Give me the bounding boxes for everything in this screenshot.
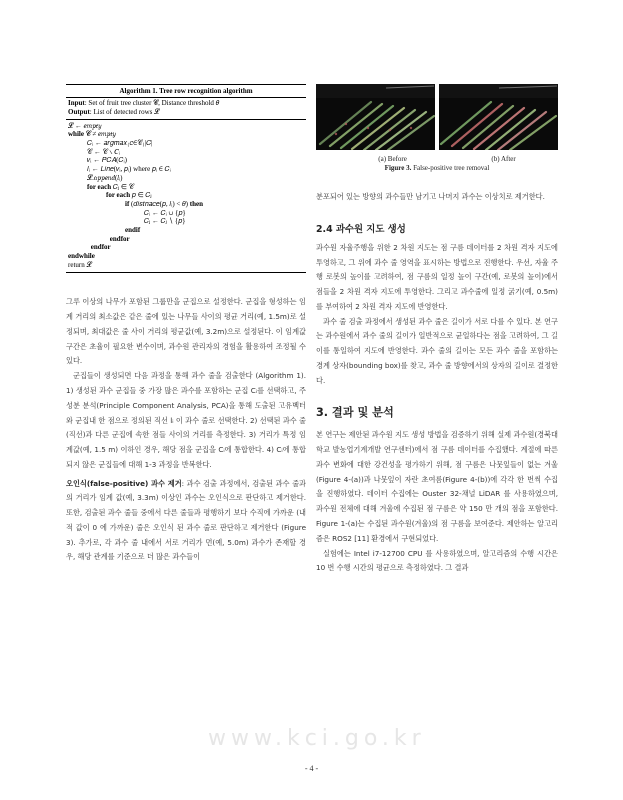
page-number: - 4 - bbox=[304, 764, 319, 773]
algorithm-token: where bbox=[133, 165, 151, 174]
algorithm-line bbox=[68, 235, 304, 244]
algorithm-token: if bbox=[125, 199, 130, 208]
algorithm-token: endif bbox=[125, 225, 141, 234]
algorithm-line bbox=[68, 183, 304, 192]
algorithm-token: (𝑑𝑖𝑠𝑡𝑛𝑎𝑐𝑒(𝑝, 𝑙ᵢ) < 𝜃) bbox=[129, 199, 190, 208]
algorithm-token: 𝒞 ← 𝒞 ∖ 𝐶ᵢ bbox=[87, 147, 120, 156]
figure-label-before: (a) Before bbox=[378, 155, 407, 163]
section-3-heading: 3. 결과 및 분석 bbox=[316, 406, 394, 420]
algorithm-line bbox=[68, 226, 304, 235]
algorithm-line bbox=[68, 191, 304, 200]
algorithm-line bbox=[68, 122, 304, 131]
false-positive-paragraph bbox=[66, 477, 306, 566]
algorithm-line bbox=[68, 217, 304, 226]
algorithm-token: 𝓛.𝑎𝑝𝑝𝑒𝑛𝑑(𝑙ᵢ) bbox=[87, 173, 123, 182]
algorithm-token: for each bbox=[87, 182, 112, 191]
algorithm-token: 𝓒 ≠ 𝑒𝑚𝑝𝑡𝑦 bbox=[83, 130, 116, 139]
left-column bbox=[66, 84, 306, 565]
left-paragraph-1: 그루 이상의 나무가 포함된 그룹만을 군집으로 설정한다. 군집을 형성하는 임계 거리의 최소값은 같은 줄에 있는 나무들 사이의 평균 거리(예, 1.5m)로 설정되며, 최대값은 줄 사이 거리의 평균값(예, 3.2m)으로 설정된다. 이 임계값 구간은 초율이 필요한 변수이며, 과수원 관리자의 경험을 활용하여 조정될 수 있다. bbox=[66, 297, 306, 366]
section-3-paragraph-2: 실험에는 Intel i7-12700 CPU 를 사용하였으며, 알고리즘의 수행 시간은 10 번 수행 시간의 평균으로 측정하였다. 그 결과 bbox=[316, 548, 558, 573]
right-top-paragraph: 분포되어 있는 방향의 과수들만 남기고 나머지 과수는 이상치로 제거한다. bbox=[316, 192, 545, 201]
section-2-4-paragraph-2: 과수 줄 검출 과정에서 생성된 과수 줄은 길이가 서로 다를 수 있다. 본 연구는 과수원에서 과수 줄의 길이가 일반적으로 균일하다는 점을 고려하여, 그 길이를 통일하여 지도에 반영한다. 과수 줄의 길이는 모든 과수 줄을 포함하는 경계 상자(bounding box)를 찾고, 과수 줄 방향에서의 상자의 길이로 결정한다. bbox=[316, 316, 558, 385]
algorithm-line bbox=[68, 139, 304, 148]
input-text: : Set of fruit tree cluster 𝓒, Distance threshold 𝜃 bbox=[84, 99, 220, 108]
algorithm-token: 𝑝ᵢ ∈ 𝐶ᵢ bbox=[150, 165, 171, 174]
input-label: Input bbox=[68, 99, 85, 108]
algorithm-token: 𝐶ᵢ ← 𝑎𝑟𝑔𝑚𝑎𝑥₍𝑐∈𝒞₎|𝐶| bbox=[87, 139, 153, 148]
false-positive-lead: 오인식(false-positive) 과수 제거 bbox=[66, 478, 182, 488]
figure-after-image bbox=[439, 84, 558, 150]
algorithm-line bbox=[68, 174, 304, 183]
figure-caption-text: False-positive tree removal bbox=[411, 164, 490, 172]
figure-3 bbox=[316, 84, 558, 150]
algorithm-line bbox=[68, 165, 304, 174]
algorithm-line bbox=[68, 148, 304, 157]
algorithm-line bbox=[68, 243, 304, 252]
algorithm-token: for each bbox=[106, 191, 131, 200]
section-2-4-paragraph-1: 과수원 자율주행을 위한 2 차원 지도는 점 구름 데이터를 2 차원 격자 지도에 투영하고, 그 위에 과수 줄 영역을 표시하는 방법으로 진행한다. 우선, 자율 주행 로봇의 높이를 고려하여, 점 구름의 일정 높이 구간(예, 로봇의 높이)에서 점들을 2 차원 격자 지도에 투영한다. 그리고 과수줄에 일정 굵기(예, 0.5m)를 부여하여 2 차원 격자 지도에 반영한다. bbox=[316, 242, 558, 311]
section-2-4-heading: 2.4 과수원 지도 생성 bbox=[316, 223, 406, 235]
figure-caption bbox=[316, 164, 558, 172]
algorithm-token: 𝐶ⱼ ← 𝐶ⱼ ∖ {𝑝} bbox=[144, 217, 186, 226]
algorithm-line bbox=[68, 200, 304, 209]
algorithm-token: 𝑝 ∈ 𝐶ⱼ bbox=[130, 191, 152, 200]
algorithm-token: 𝓛 ← 𝑒𝑚𝑝𝑡𝑦 bbox=[68, 121, 102, 130]
figure-caption-number: Figure 3. bbox=[384, 164, 412, 172]
algorithm-token: return 𝓛 bbox=[68, 260, 92, 269]
algorithm-line bbox=[68, 261, 304, 270]
algorithm-body bbox=[66, 120, 306, 273]
algorithm-line bbox=[68, 209, 304, 218]
section-3-paragraph-1: 본 연구는 제안된 과수원 지도 생성 방법을 검증하기 위해 실제 과수원(경북대학교 발농업기계개발 연구센터)에서 점 구름 데이터를 수집했다. 계절에 따른 과수 변화에 대한 강건성을 평가하기 위해, 점 구름은 나뭇잎들이 없는 겨울(Figure 4-(a))과 나뭇잎이 자란 초여름(Figure 4-(b))에 각각 한 번씩 수집을 진행하였다. 데이터 수집에는 Ouster 32-채널 LiDAR 를 사용하였으며, 과수원 전체에 대해 겨울에 수집된 점 구름은 약 150 만 개의 점을 포함한다. Figure 1-(a)는 수집된 과수원(겨울)의 점 구름을 보여준다. 제안하는 알고리즘은 ROS2 [11] 환경에서 구현되었다. bbox=[316, 430, 558, 543]
algorithm-token: 𝐶ⱼ ∈ 𝒞 bbox=[111, 182, 134, 191]
algorithm-token: then bbox=[189, 199, 203, 208]
watermark: www.kci.go.kr bbox=[208, 726, 426, 751]
algorithm-token: endfor bbox=[109, 234, 130, 243]
algorithm-token: endfor bbox=[90, 243, 111, 252]
output-text: : List of detected rows 𝓛 bbox=[89, 108, 160, 117]
figure-before-image bbox=[316, 84, 435, 150]
false-positive-text: : 과수 검출 과정에서, 검출된 과수 줄과의 거리가 임계 값(예, 3.3m) 이상인 과수는 오인식으로 판단하고 제거한다. 또한, 검출된 과수 줄들 중에서 다른 줄들과 평행하기 보다 수직에 가까운 (내적 값이 0 에 가까운) 줄은 오인식 된 과수 줄로 판단하고 제거한다 (Figure 3). 추가로, 각 과수 줄 내에서 서로 거리가 먼(예, 5.0m) 과수가 존재할 경우, 해당 관계를 기준으로 더 많은 과수들이 bbox=[66, 478, 306, 562]
left-paragraph-2: 군집들이 생성되면 다음 과정을 통해 과수 줄을 검출한다 (Algorithm 1). 1) 생성된 과수 군집들 중 가장 많은 과수를 포함하는 군집 Cᵢ를 선택하고, 주성분 분석(Principle Component Analysis, PCA)을 통해 도출된 고유벡터와 군집내 한 점으로 정의된 직선 lᵢ 이 과수 줄로 선택한다. 2) 선택된 과수 줄(직선)과 다른 군집에 속한 점들 사이의 거리를 측정한다. 3) 거리가 특정 임계값(예, 1.5 m) 이하인 경우, 해당 점을 군집을 Cᵢ에 통합한다. 4) Cᵢ에 통합되지 않은 군집들에 대해 1-3 과정을 반복한다. bbox=[66, 371, 306, 469]
output-label: Output bbox=[68, 108, 90, 117]
algorithm-token: 𝑣ᵢ ← 𝑃𝐶𝐴(𝐶ᵢ) bbox=[87, 156, 127, 165]
algorithm-token: 𝐶ᵢ ← 𝐶ᵢ ∪ {𝑝} bbox=[144, 208, 186, 217]
algorithm-line bbox=[68, 130, 304, 139]
algorithm-token: while bbox=[68, 130, 84, 139]
algorithm-token: endwhile bbox=[68, 252, 95, 261]
algorithm-line bbox=[68, 156, 304, 165]
algorithm-title: Algorithm 1. Tree row recognition algorithm bbox=[66, 85, 306, 98]
right-column bbox=[316, 84, 558, 576]
figure-label-after: (b) After bbox=[491, 155, 516, 163]
algorithm-io bbox=[66, 98, 306, 119]
algorithm-token: 𝑙ᵢ ← 𝐿𝑖𝑛𝑒(𝑣ᵢ, 𝑝ᵢ) bbox=[87, 165, 134, 174]
algorithm-box bbox=[66, 84, 306, 273]
figure-sublabels bbox=[316, 155, 558, 163]
algorithm-line bbox=[68, 252, 304, 261]
